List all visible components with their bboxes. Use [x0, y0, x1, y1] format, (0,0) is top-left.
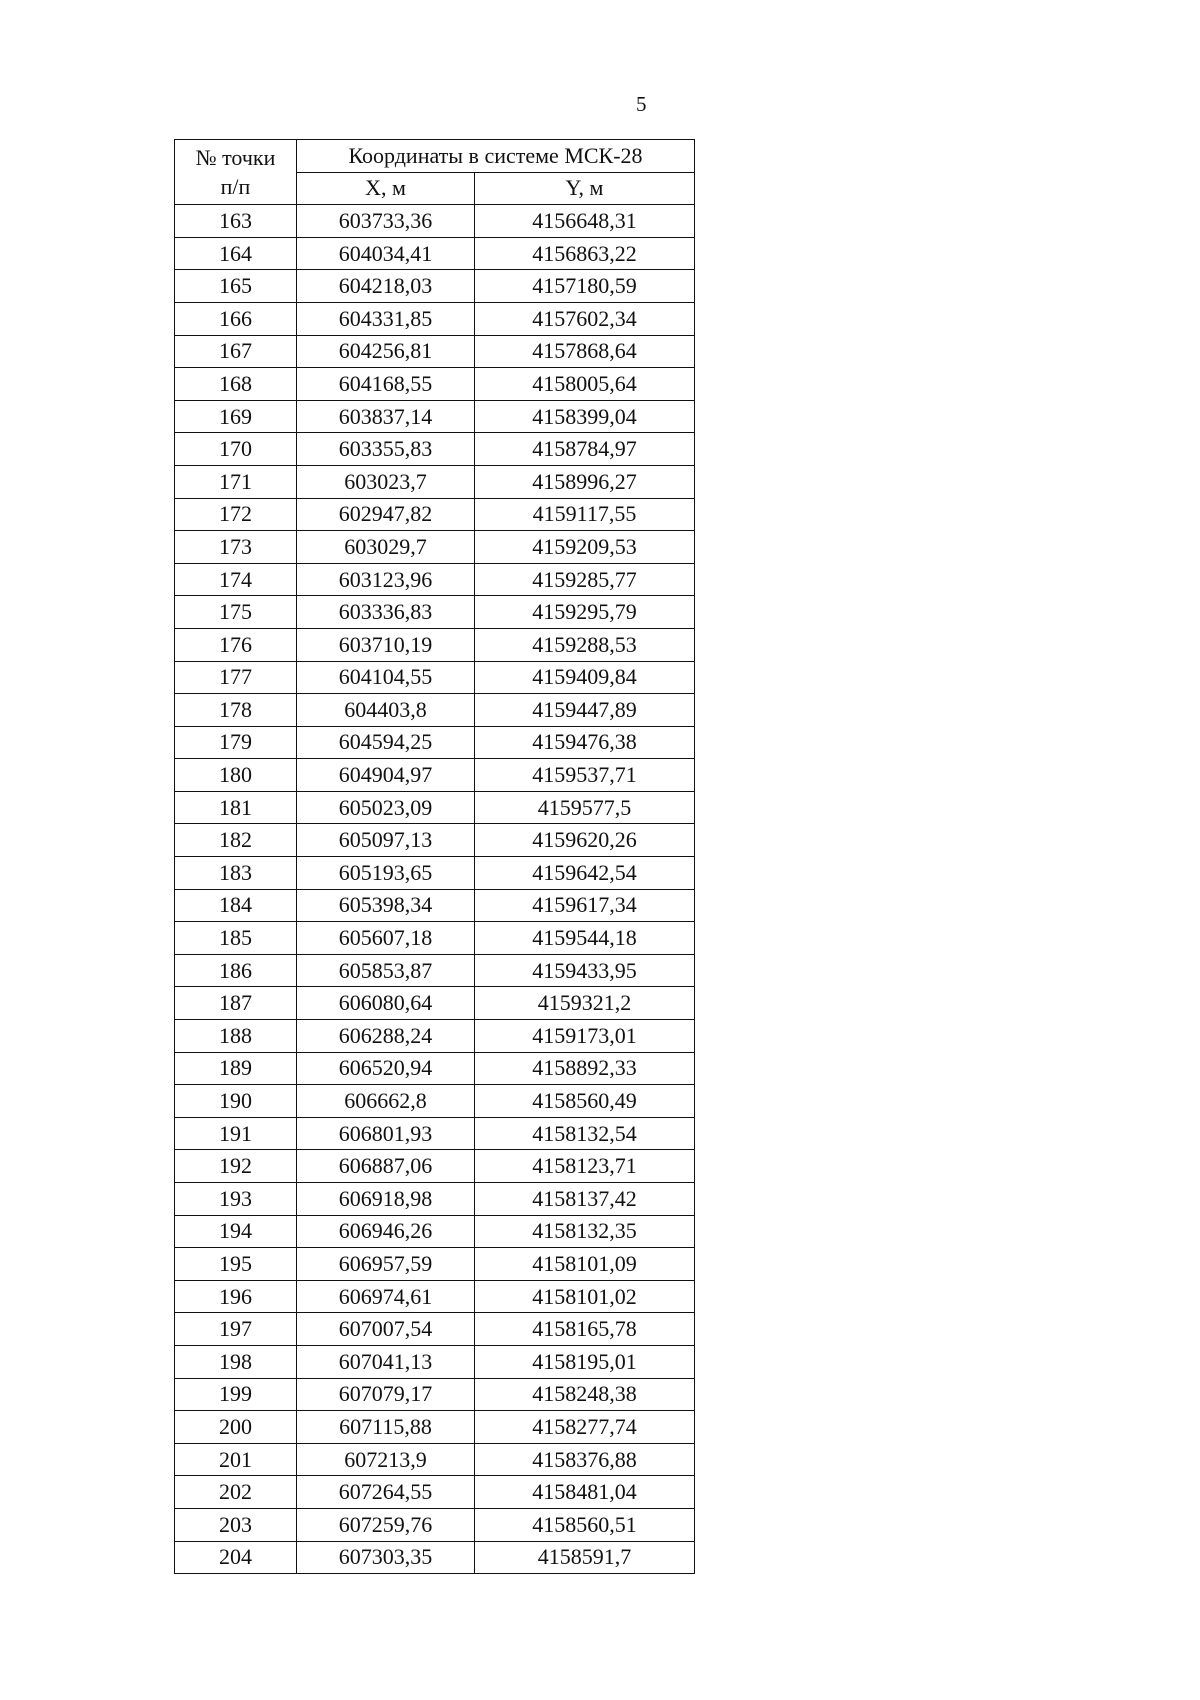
x-coordinate-cell: 603733,36 [297, 205, 475, 238]
point-number-cell: 185 [175, 922, 297, 955]
y-coordinate-cell: 4158005,64 [475, 368, 695, 401]
x-coordinate-cell: 604168,55 [297, 368, 475, 401]
x-coordinate-cell: 607079,17 [297, 1378, 475, 1411]
y-coordinate-cell: 4158195,01 [475, 1345, 695, 1378]
point-number-cell: 182 [175, 824, 297, 857]
point-number-cell: 164 [175, 237, 297, 270]
y-coordinate-cell: 4159544,18 [475, 922, 695, 955]
table-row [175, 1020, 695, 1053]
x-coordinate-cell: 606918,98 [297, 1183, 475, 1216]
table-row [175, 661, 695, 694]
table-row [175, 270, 695, 303]
x-coordinate-cell: 605607,18 [297, 922, 475, 955]
y-coordinate-cell: 4159642,54 [475, 857, 695, 890]
point-number-cell: 199 [175, 1378, 297, 1411]
point-number-cell: 181 [175, 791, 297, 824]
table-row [175, 1508, 695, 1541]
y-coordinate-cell: 4159433,95 [475, 954, 695, 987]
x-coordinate-cell: 605193,65 [297, 857, 475, 890]
x-coordinate-cell: 606080,64 [297, 987, 475, 1020]
point-number-cell: 179 [175, 726, 297, 759]
x-coordinate-cell: 606957,59 [297, 1248, 475, 1281]
table-row [175, 759, 695, 792]
point-number-cell: 184 [175, 889, 297, 922]
y-coordinate-cell: 4159620,26 [475, 824, 695, 857]
table-row [175, 465, 695, 498]
x-coordinate-cell: 607007,54 [297, 1313, 475, 1346]
x-coordinate-cell: 604104,55 [297, 661, 475, 694]
y-coordinate-cell: 4159537,71 [475, 759, 695, 792]
x-coordinate-cell: 606288,24 [297, 1020, 475, 1053]
table-row [175, 368, 695, 401]
y-coordinate-cell: 4159295,79 [475, 596, 695, 629]
y-coordinate-cell: 4158784,97 [475, 433, 695, 466]
y-coordinate-cell: 4159409,84 [475, 661, 695, 694]
point-number-header-line1: № точки [195, 145, 276, 171]
y-coordinate-cell: 4157868,64 [475, 335, 695, 368]
table-row [175, 1248, 695, 1281]
x-coordinate-cell: 607303,35 [297, 1541, 475, 1574]
y-coordinate-cell: 4158165,78 [475, 1313, 695, 1346]
x-coordinate-cell: 603123,96 [297, 563, 475, 596]
coord-system-header: Координаты в системе МСК-28 [297, 140, 695, 173]
point-number-cell: 202 [175, 1476, 297, 1509]
y-coordinate-cell: 4158892,33 [475, 1052, 695, 1085]
x-coordinate-cell: 606974,61 [297, 1280, 475, 1313]
y-coordinate-cell: 4156863,22 [475, 237, 695, 270]
table-row [175, 889, 695, 922]
point-number-cell: 193 [175, 1183, 297, 1216]
point-number-cell: 189 [175, 1052, 297, 1085]
point-number-cell: 168 [175, 368, 297, 401]
table-row [175, 498, 695, 531]
point-number-cell: 188 [175, 1020, 297, 1053]
y-coordinate-cell: 4158591,7 [475, 1541, 695, 1574]
y-column-header: Y, м [475, 172, 695, 205]
table-row [175, 791, 695, 824]
y-coordinate-cell: 4159288,53 [475, 628, 695, 661]
point-number-cell: 170 [175, 433, 297, 466]
table-row [175, 563, 695, 596]
table-row [175, 1443, 695, 1476]
table-row [175, 1280, 695, 1313]
point-number-header-line2: п/п [220, 174, 251, 200]
point-number-cell: 171 [175, 465, 297, 498]
y-coordinate-cell: 4158996,27 [475, 465, 695, 498]
coordinates-table [174, 139, 695, 1574]
y-coordinate-cell: 4158560,51 [475, 1508, 695, 1541]
point-number-cell: 173 [175, 531, 297, 564]
table-row [175, 205, 695, 238]
point-number-header [175, 140, 297, 205]
point-number-cell: 190 [175, 1085, 297, 1118]
x-coordinate-cell: 607213,9 [297, 1443, 475, 1476]
y-coordinate-cell: 4159173,01 [475, 1020, 695, 1053]
y-coordinate-cell: 4158560,49 [475, 1085, 695, 1118]
y-coordinate-cell: 4159209,53 [475, 531, 695, 564]
x-coordinate-cell: 603355,83 [297, 433, 475, 466]
table-row [175, 1541, 695, 1574]
point-number-cell: 200 [175, 1411, 297, 1444]
point-number-cell: 186 [175, 954, 297, 987]
y-coordinate-cell: 4159285,77 [475, 563, 695, 596]
point-number-cell: 176 [175, 628, 297, 661]
table-row [175, 433, 695, 466]
y-coordinate-cell: 4159447,89 [475, 694, 695, 727]
x-coordinate-cell: 603710,19 [297, 628, 475, 661]
table-row [175, 1476, 695, 1509]
x-coordinate-cell: 605398,34 [297, 889, 475, 922]
point-number-cell: 166 [175, 302, 297, 335]
x-column-header: X, м [297, 172, 475, 205]
table-header [175, 140, 695, 205]
table-row [175, 1085, 695, 1118]
x-coordinate-cell: 604331,85 [297, 302, 475, 335]
point-number-cell: 177 [175, 661, 297, 694]
x-coordinate-cell: 607115,88 [297, 1411, 475, 1444]
point-number-cell: 192 [175, 1150, 297, 1183]
x-coordinate-cell: 607041,13 [297, 1345, 475, 1378]
table-row [175, 1052, 695, 1085]
y-coordinate-cell: 4159577,5 [475, 791, 695, 824]
y-coordinate-cell: 4156648,31 [475, 205, 695, 238]
y-coordinate-cell: 4159117,55 [475, 498, 695, 531]
x-coordinate-cell: 604594,25 [297, 726, 475, 759]
point-number-cell: 204 [175, 1541, 297, 1574]
point-number-cell: 194 [175, 1215, 297, 1248]
x-coordinate-cell: 604256,81 [297, 335, 475, 368]
table-row [175, 1150, 695, 1183]
point-number-cell: 169 [175, 400, 297, 433]
table-row [175, 1345, 695, 1378]
x-coordinate-cell: 603336,83 [297, 596, 475, 629]
point-number-cell: 178 [175, 694, 297, 727]
table-row [175, 335, 695, 368]
y-coordinate-cell: 4158248,38 [475, 1378, 695, 1411]
y-coordinate-cell: 4157602,34 [475, 302, 695, 335]
y-coordinate-cell: 4159321,2 [475, 987, 695, 1020]
point-number-cell: 195 [175, 1248, 297, 1281]
point-number-cell: 191 [175, 1117, 297, 1150]
x-coordinate-cell: 606520,94 [297, 1052, 475, 1085]
point-number-cell: 165 [175, 270, 297, 303]
x-coordinate-cell: 606662,8 [297, 1085, 475, 1118]
y-coordinate-cell: 4158132,54 [475, 1117, 695, 1150]
table-row [175, 628, 695, 661]
table-row [175, 824, 695, 857]
x-coordinate-cell: 606887,06 [297, 1150, 475, 1183]
table-row [175, 922, 695, 955]
table-row [175, 237, 695, 270]
y-coordinate-cell: 4158101,02 [475, 1280, 695, 1313]
x-coordinate-cell: 607264,55 [297, 1476, 475, 1509]
point-number-cell: 163 [175, 205, 297, 238]
y-coordinate-cell: 4158399,04 [475, 400, 695, 433]
table-row [175, 1215, 695, 1248]
point-number-cell: 174 [175, 563, 297, 596]
y-coordinate-cell: 4158101,09 [475, 1248, 695, 1281]
point-number-cell: 167 [175, 335, 297, 368]
y-coordinate-cell: 4159617,34 [475, 889, 695, 922]
table-row [175, 1117, 695, 1150]
x-coordinate-cell: 604904,97 [297, 759, 475, 792]
table-row [175, 596, 695, 629]
table-row [175, 987, 695, 1020]
x-coordinate-cell: 605853,87 [297, 954, 475, 987]
point-number-cell: 197 [175, 1313, 297, 1346]
y-coordinate-cell: 4158376,88 [475, 1443, 695, 1476]
x-coordinate-cell: 603029,7 [297, 531, 475, 564]
table-row [175, 1183, 695, 1216]
point-number-cell: 172 [175, 498, 297, 531]
table-row [175, 1411, 695, 1444]
x-coordinate-cell: 603023,7 [297, 465, 475, 498]
point-number-cell: 180 [175, 759, 297, 792]
page-number: 5 [636, 92, 647, 116]
y-coordinate-cell: 4158123,71 [475, 1150, 695, 1183]
table-row [175, 954, 695, 987]
table-row [175, 302, 695, 335]
table-row [175, 694, 695, 727]
point-number-cell: 203 [175, 1508, 297, 1541]
x-coordinate-cell: 606801,93 [297, 1117, 475, 1150]
y-coordinate-cell: 4158481,04 [475, 1476, 695, 1509]
y-coordinate-cell: 4158132,35 [475, 1215, 695, 1248]
x-coordinate-cell: 604403,8 [297, 694, 475, 727]
table-row [175, 400, 695, 433]
table-row [175, 531, 695, 564]
x-coordinate-cell: 604218,03 [297, 270, 475, 303]
x-coordinate-cell: 602947,82 [297, 498, 475, 531]
table-body [175, 205, 695, 1574]
point-number-cell: 201 [175, 1443, 297, 1476]
point-number-cell: 196 [175, 1280, 297, 1313]
point-number-cell: 175 [175, 596, 297, 629]
y-coordinate-cell: 4157180,59 [475, 270, 695, 303]
y-coordinate-cell: 4158277,74 [475, 1411, 695, 1444]
y-coordinate-cell: 4158137,42 [475, 1183, 695, 1216]
x-coordinate-cell: 606946,26 [297, 1215, 475, 1248]
x-coordinate-cell: 603837,14 [297, 400, 475, 433]
point-number-cell: 198 [175, 1345, 297, 1378]
point-number-cell: 187 [175, 987, 297, 1020]
y-coordinate-cell: 4159476,38 [475, 726, 695, 759]
table-row [175, 1313, 695, 1346]
x-coordinate-cell: 604034,41 [297, 237, 475, 270]
table-row [175, 726, 695, 759]
table-row [175, 1378, 695, 1411]
x-coordinate-cell: 605097,13 [297, 824, 475, 857]
point-number-cell: 183 [175, 857, 297, 890]
table-row [175, 857, 695, 890]
x-coordinate-cell: 605023,09 [297, 791, 475, 824]
x-coordinate-cell: 607259,76 [297, 1508, 475, 1541]
